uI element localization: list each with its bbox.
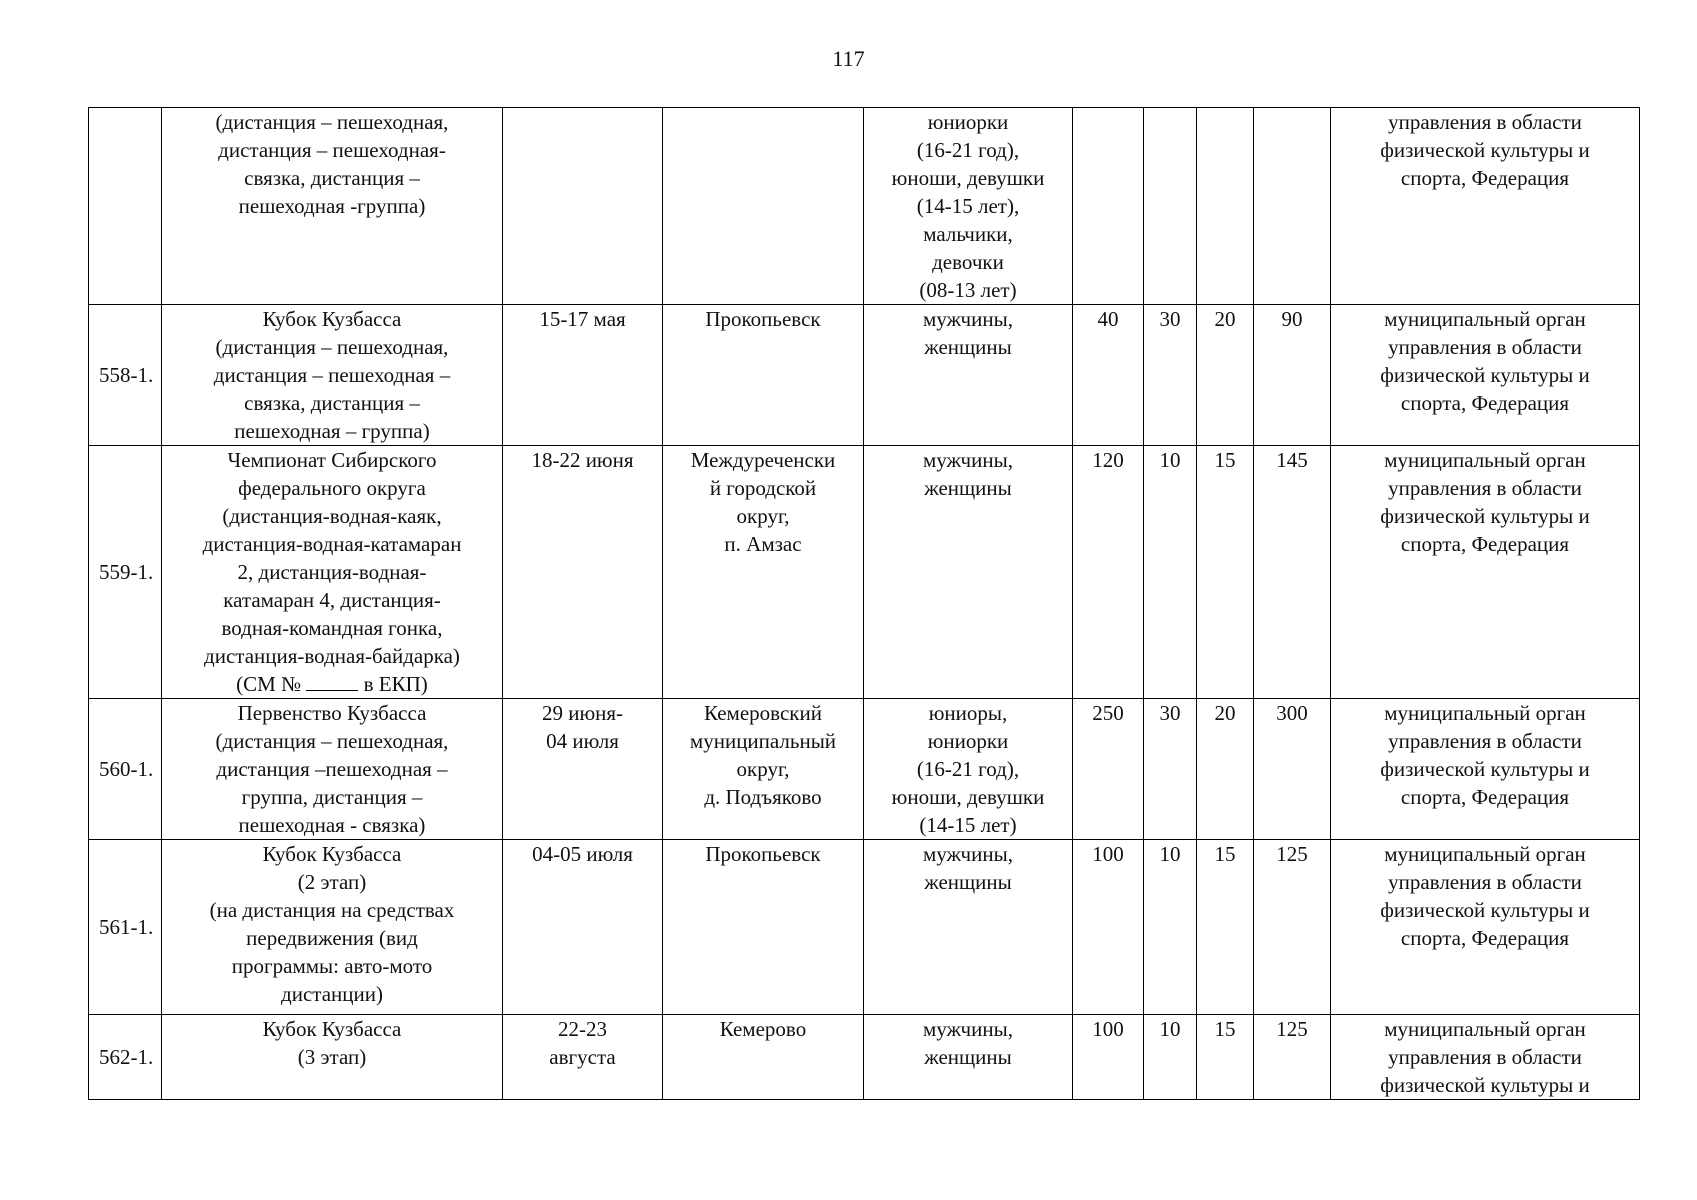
event-participants: юниоры, юниорки (16-21 год), юноши, девушки (14-15 лет) xyxy=(864,699,1073,840)
count-total: 125 xyxy=(1254,1015,1331,1100)
event-dates: 18-22 июня xyxy=(503,446,663,699)
row-number: 562-1. xyxy=(89,1015,162,1100)
count-1: 250 xyxy=(1073,699,1144,840)
event-name-text: Чемпионат Сибирского федерального округа (дистанция-водная-каяк, дистанция-водная-катамаран 2, дистанция-водная- катамаран 4, дистанция- водная-командная гонка, дистанция-водная-байдарка) xyxy=(202,448,462,668)
event-dates: 04-05 июля xyxy=(503,840,663,1015)
count-3: 15 xyxy=(1197,1015,1254,1100)
table-row xyxy=(89,699,1640,840)
event-dates: 15-17 мая xyxy=(503,305,663,446)
event-place: Кемерово xyxy=(663,1015,864,1100)
event-name: Первенство Кузбасса (дистанция – пешеходная, дистанция –пешеходная – группа, дистанция – пешеходная - связка) xyxy=(162,699,503,840)
count-2 xyxy=(1144,108,1197,305)
event-organizer: муниципальный орган управления в области физической культуры и спорта, Федерация xyxy=(1331,446,1640,699)
events-table xyxy=(88,107,1640,1100)
event-dates xyxy=(503,108,663,305)
count-total: 90 xyxy=(1254,305,1331,446)
count-1: 100 xyxy=(1073,840,1144,1015)
event-name: Кубок Кузбасса (дистанция – пешеходная, дистанция – пешеходная – связка, дистанция – пешеходная – группа) xyxy=(162,305,503,446)
event-name-suffix: в ЕКП) xyxy=(363,672,428,696)
count-2: 30 xyxy=(1144,305,1197,446)
event-name: (дистанция – пешеходная, дистанция – пешеходная- связка, дистанция – пешеходная -группа) xyxy=(162,108,503,305)
event-name xyxy=(162,446,503,699)
event-participants: мужчины, женщины xyxy=(864,1015,1073,1100)
event-organizer: муниципальный орган управления в области физической культуры и спорта, Федерация xyxy=(1331,699,1640,840)
event-name: Кубок Кузбасса (2 этап) (на дистанция на средствах передвижения (вид программы: авто-мото дистанции) xyxy=(162,840,503,1015)
count-3: 15 xyxy=(1197,840,1254,1015)
event-participants: юниорки (16-21 год), юноши, девушки (14-15 лет), мальчики, девочки (08-13 лет) xyxy=(864,108,1073,305)
event-dates: 22-23 августа xyxy=(503,1015,663,1100)
event-place: Прокопьевск xyxy=(663,305,864,446)
count-3: 15 xyxy=(1197,446,1254,699)
count-1 xyxy=(1073,108,1144,305)
count-3 xyxy=(1197,108,1254,305)
count-total: 300 xyxy=(1254,699,1331,840)
row-number: 559-1. xyxy=(89,446,162,699)
count-2: 10 xyxy=(1144,1015,1197,1100)
table-row xyxy=(89,446,1640,699)
count-2: 30 xyxy=(1144,699,1197,840)
table-row xyxy=(89,305,1640,446)
blank-line xyxy=(306,670,358,691)
event-participants: мужчины, женщины xyxy=(864,840,1073,1015)
count-1: 100 xyxy=(1073,1015,1144,1100)
event-organizer: муниципальный орган управления в области физической культуры и xyxy=(1331,1015,1640,1100)
count-total xyxy=(1254,108,1331,305)
event-place xyxy=(663,108,864,305)
event-place: Междуреченски й городской округ, п. Амзас xyxy=(663,446,864,699)
count-2: 10 xyxy=(1144,840,1197,1015)
event-organizer: управления в области физической культуры и спорта, Федерация xyxy=(1331,108,1640,305)
count-total: 145 xyxy=(1254,446,1331,699)
row-number: 561-1. xyxy=(89,840,162,1015)
count-3: 20 xyxy=(1197,699,1254,840)
row-number xyxy=(89,108,162,305)
event-dates: 29 июня- 04 июля xyxy=(503,699,663,840)
row-number: 560-1. xyxy=(89,699,162,840)
event-participants: мужчины, женщины xyxy=(864,446,1073,699)
count-2: 10 xyxy=(1144,446,1197,699)
page-number: 117 xyxy=(832,46,865,71)
event-organizer: муниципальный орган управления в области физической культуры и спорта, Федерация xyxy=(1331,305,1640,446)
count-1: 40 xyxy=(1073,305,1144,446)
count-1: 120 xyxy=(1073,446,1144,699)
event-place: Прокопьевск xyxy=(663,840,864,1015)
event-organizer: муниципальный орган управления в области физической культуры и спорта, Федерация xyxy=(1331,840,1640,1015)
row-number: 558-1. xyxy=(89,305,162,446)
event-place: Кемеровский муниципальный округ, д. Подъяково xyxy=(663,699,864,840)
count-total: 125 xyxy=(1254,840,1331,1015)
table-row xyxy=(89,108,1640,305)
table-row xyxy=(89,1015,1640,1100)
table-row xyxy=(89,840,1640,1015)
event-name: Кубок Кузбасса (3 этап) xyxy=(162,1015,503,1100)
count-3: 20 xyxy=(1197,305,1254,446)
event-participants: мужчины, женщины xyxy=(864,305,1073,446)
event-name-prefix: (СМ № xyxy=(236,672,302,696)
